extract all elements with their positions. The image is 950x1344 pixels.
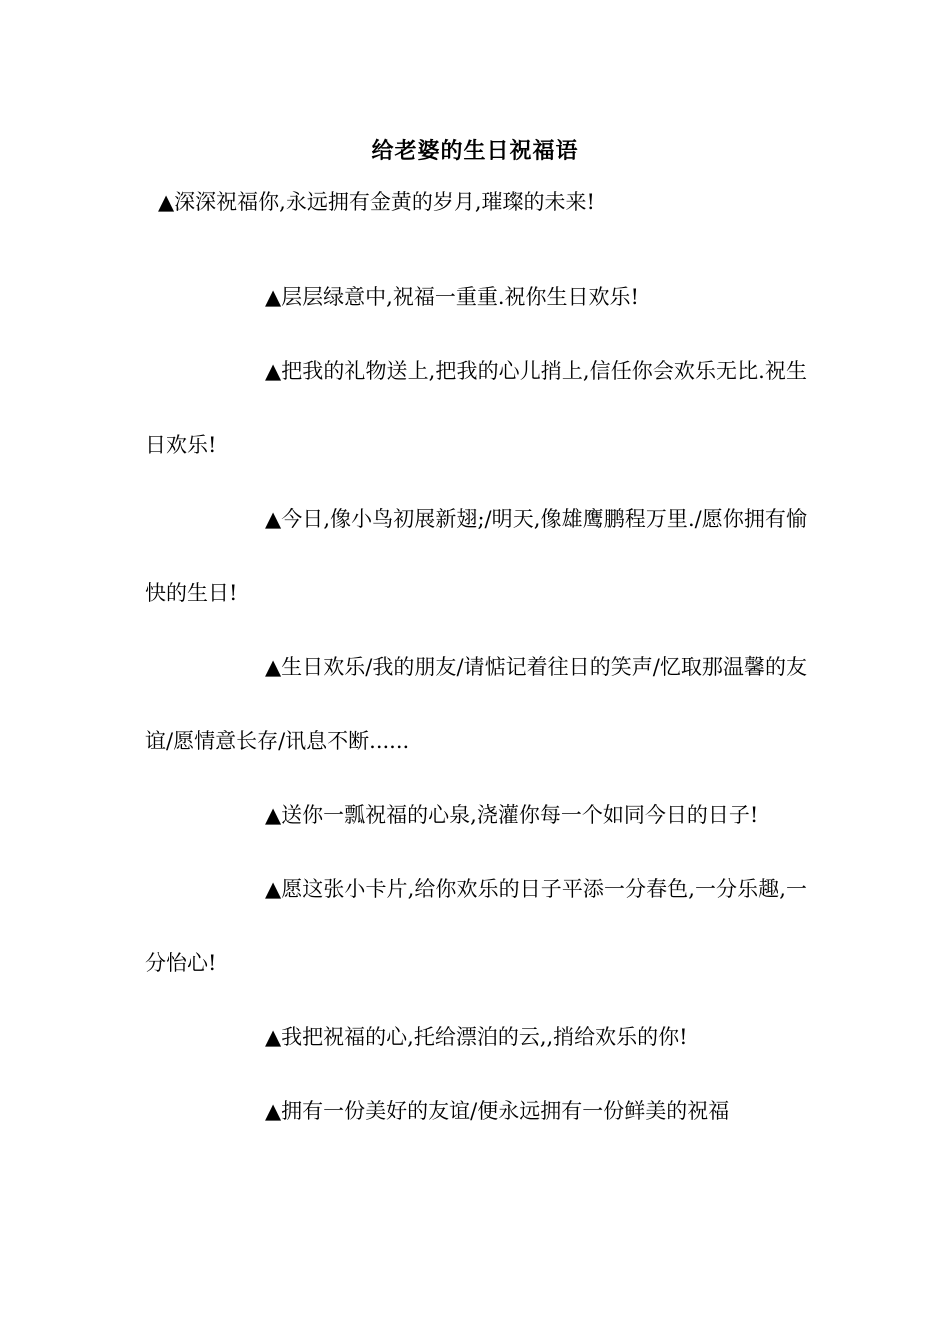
paragraph-7: ▲我把祝福的心,托给漂泊的云,,捎给欢乐的你!: [265, 1025, 688, 1049]
paragraph-4: ▲生日欢乐/我的朋友/请惦记着往日的笑声/忆取那温馨的友谊/愿情意长存/讯息不断......: [145, 655, 807, 753]
paragraph-5: ▲送你一瓢祝福的心泉,浇灌你每一个如同今日的日子!: [265, 803, 759, 827]
paragraph-8: ▲拥有一份美好的友谊/便永远拥有一份鲜美的祝福: [265, 1099, 730, 1123]
document-title: 给老婆的生日祝福语: [371, 138, 579, 164]
first-paragraph: ▲深深祝福你,永远拥有金黄的岁月,璀璨的未来!: [158, 190, 595, 214]
paragraph-6: ▲愿这张小卡片,给你欢乐的日子平添一分春色,一分乐趣,一分怡心!: [145, 877, 807, 975]
document-body: [145, 260, 807, 1148]
paragraph-3: ▲今日,像小鸟初展新翅;/明天,像雄鹰鹏程万里./愿你拥有愉快的生日!: [145, 507, 807, 605]
paragraph-2: ▲把我的礼物送上,把我的心儿捎上,信任你会欢乐无比.祝生日欢乐!: [145, 359, 807, 457]
paragraph-1: ▲层层绿意中,祝福一重重.祝你生日欢乐!: [265, 285, 639, 309]
